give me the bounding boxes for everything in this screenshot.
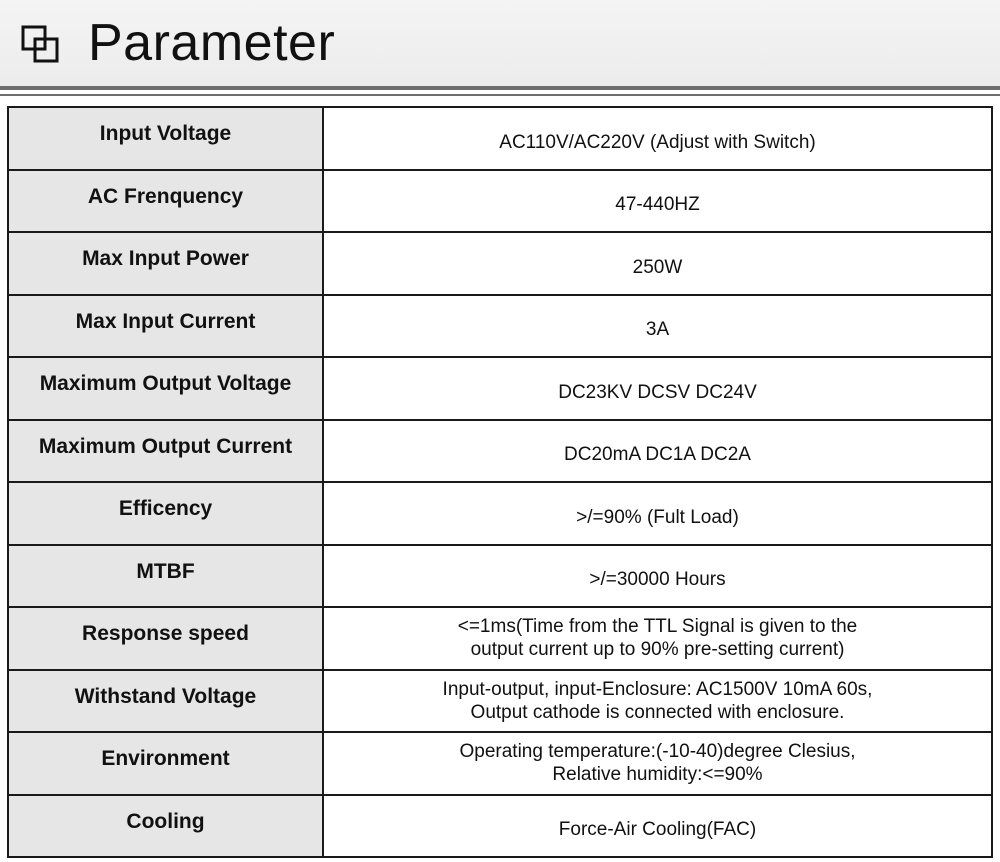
header-divider-thick (0, 86, 1000, 90)
parameter-name: AC Frenquency (8, 170, 323, 233)
parameter-value-line: <=1ms(Time from the TTL Signal is given to the (457, 616, 858, 638)
table-row (8, 232, 992, 295)
parameter-value (323, 482, 992, 545)
parameter-value (323, 545, 992, 608)
parameter-value (323, 107, 992, 170)
parameter-value-line: DC20mA DC1A DC2A (564, 444, 751, 466)
parameter-value-line: Input-output, input-Enclosure: AC1500V 10mA 60s, (442, 678, 873, 700)
overlapping-squares-icon (20, 24, 62, 66)
parameter-value (323, 357, 992, 420)
parameter-value-line: DC23KV DCSV DC24V (558, 381, 757, 403)
parameter-table (7, 106, 993, 858)
parameter-value-line: Relative humidity:<=90% (552, 764, 763, 786)
table-row (8, 795, 992, 858)
parameter-value-line: 3A (645, 319, 670, 341)
parameter-name: MTBF (8, 545, 323, 608)
parameter-value-line: Force-Air Cooling(FAC) (558, 819, 757, 841)
parameter-value-line: Output cathode is connected with enclosure. (470, 701, 845, 723)
parameter-value-line: >/=90% (Fult Load) (576, 506, 739, 528)
parameter-value-line: AC110V/AC220V (Adjust with Switch) (499, 131, 816, 153)
parameter-name: Efficency (8, 482, 323, 545)
parameter-value (323, 670, 992, 733)
table-row (8, 357, 992, 420)
parameter-value (323, 795, 992, 858)
table-row (8, 607, 992, 670)
page-title: Parameter (88, 14, 336, 72)
parameter-value (323, 232, 992, 295)
parameter-name: Withstand Voltage (8, 670, 323, 733)
parameter-value-line: 250W (632, 256, 683, 278)
parameter-name: Cooling (8, 795, 323, 858)
parameter-name: Max Input Current (8, 295, 323, 358)
table-row (8, 107, 992, 170)
parameter-value-line: Operating temperature:(-10-40)degree Clesius, (459, 741, 856, 763)
parameter-value (323, 170, 992, 233)
table-row (8, 670, 992, 733)
parameter-value-line: >/=30000 Hours (589, 569, 726, 591)
parameter-value (323, 732, 992, 795)
parameter-name: Maximum Output Voltage (8, 357, 323, 420)
table-row (8, 420, 992, 483)
header-divider-thin (0, 94, 1000, 96)
parameter-name: Response speed (8, 607, 323, 670)
parameter-value (323, 295, 992, 358)
parameter-value-line: output current up to 90% pre-setting current) (470, 639, 845, 661)
table-row (8, 732, 992, 795)
parameter-value (323, 420, 992, 483)
parameter-name: Environment (8, 732, 323, 795)
parameter-table-body (8, 107, 992, 857)
table-row (8, 482, 992, 545)
parameter-value-line: 47-440HZ (615, 194, 700, 216)
table-row (8, 170, 992, 233)
parameter-value (323, 607, 992, 670)
parameter-name: Max Input Power (8, 232, 323, 295)
parameter-name: Input Voltage (8, 107, 323, 170)
table-row (8, 545, 992, 608)
parameter-name: Maximum Output Current (8, 420, 323, 483)
page-header (0, 0, 1000, 86)
table-row (8, 295, 992, 358)
